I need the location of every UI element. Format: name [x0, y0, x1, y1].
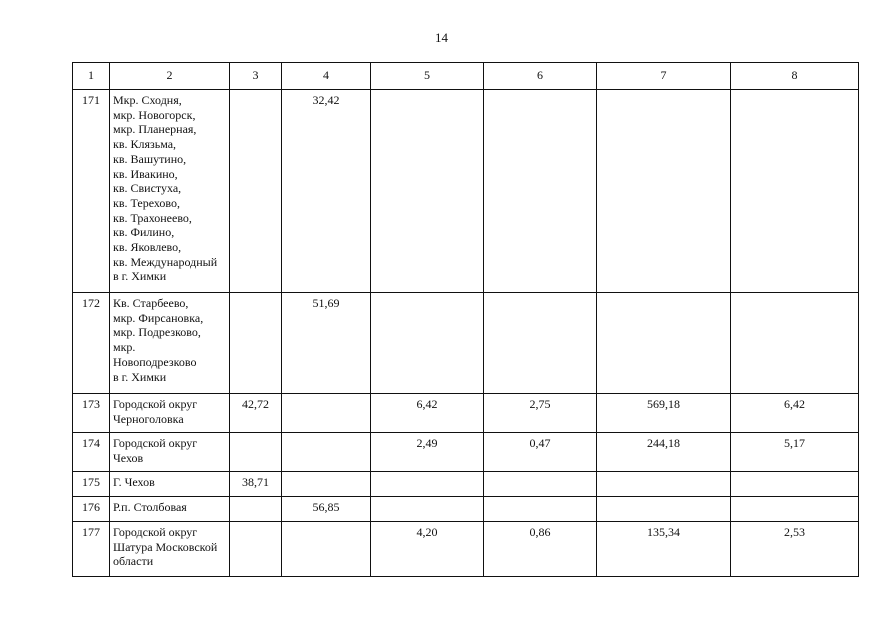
- locality-name-line: мкр.: [113, 340, 136, 355]
- value-cell-col7: [597, 90, 731, 293]
- value-cell-col7: 135,34: [597, 522, 731, 577]
- value-cell-col4: [282, 394, 371, 433]
- value-cell-col4: 32,42: [282, 90, 371, 293]
- value-cell-col4: 51,69: [282, 293, 371, 394]
- locality-name-line: Мкр. Сходня,: [113, 93, 182, 107]
- column-header: 8: [731, 63, 859, 90]
- value-cell-col5: 4,20: [371, 522, 484, 577]
- value-cell-col3: [230, 497, 282, 522]
- table-row: [73, 433, 859, 472]
- locality-name-cell: [110, 522, 230, 577]
- value-cell-col3: 38,71: [230, 472, 282, 497]
- locality-name-line: мкр. Новогорск,: [113, 107, 196, 122]
- header-row: [73, 63, 859, 90]
- locality-name-line: в г. Химки: [113, 369, 167, 384]
- table-row: [73, 293, 859, 394]
- locality-name-line: кв. Вашутино,: [113, 151, 187, 166]
- value-cell-col3: 42,72: [230, 394, 282, 433]
- locality-name-line: Городской округ: [113, 436, 198, 450]
- value-cell-col6: 2,75: [484, 394, 597, 433]
- column-header: 5: [371, 63, 484, 90]
- value-cell-col8: [731, 293, 859, 394]
- column-header: 7: [597, 63, 731, 90]
- table-row: [73, 90, 859, 293]
- column-header: 3: [230, 63, 282, 90]
- locality-name-line: мкр. Планерная,: [113, 122, 197, 137]
- value-cell-col8: 5,17: [731, 433, 859, 472]
- locality-name-line: Чехов: [113, 450, 144, 465]
- locality-name-line: кв. Филино,: [113, 225, 175, 240]
- value-cell-col4: 56,85: [282, 497, 371, 522]
- locality-name-line: мкр. Подрезково,: [113, 325, 201, 340]
- value-cell-col5: 6,42: [371, 394, 484, 433]
- value-cell-col6: 0,86: [484, 522, 597, 577]
- locality-name-line: Р.п. Столбовая: [113, 500, 187, 514]
- locality-name-line: кв. Трахонеево,: [113, 210, 192, 225]
- value-cell-col5: [371, 90, 484, 293]
- data-table: [72, 62, 859, 577]
- value-cell-col4: [282, 433, 371, 472]
- value-cell-col8: 6,42: [731, 394, 859, 433]
- row-number-cell: 171: [73, 90, 110, 293]
- value-cell-col7: [597, 497, 731, 522]
- value-cell-col7: 569,18: [597, 394, 731, 433]
- value-cell-col5: [371, 293, 484, 394]
- locality-name-cell: [110, 497, 230, 522]
- value-cell-col6: [484, 90, 597, 293]
- locality-name-line: Г. Чехов: [113, 475, 155, 489]
- value-cell-col8: [731, 90, 859, 293]
- value-cell-col6: [484, 293, 597, 394]
- value-cell-col4: [282, 472, 371, 497]
- column-header: 6: [484, 63, 597, 90]
- value-cell-col6: [484, 472, 597, 497]
- locality-name-line: кв. Международный: [113, 254, 218, 269]
- table-body: [73, 90, 859, 577]
- locality-name-line: кв. Терехово,: [113, 195, 180, 210]
- table-row: [73, 497, 859, 522]
- locality-name-line: Городской округ: [113, 525, 198, 539]
- locality-name-cell: [110, 394, 230, 433]
- column-header: 1: [73, 63, 110, 90]
- locality-name-cell: [110, 293, 230, 394]
- column-header: 4: [282, 63, 371, 90]
- locality-name-line: Городской округ: [113, 397, 198, 411]
- locality-name-line: Кв. Старбеево,: [113, 296, 189, 310]
- locality-name-line: кв. Яковлево,: [113, 240, 182, 255]
- column-header: 2: [110, 63, 230, 90]
- locality-name-line: области: [113, 554, 154, 569]
- row-number-cell: 173: [73, 394, 110, 433]
- value-cell-col6: [484, 497, 597, 522]
- value-cell-col7: 244,18: [597, 433, 731, 472]
- table-row: [73, 472, 859, 497]
- row-number-cell: 177: [73, 522, 110, 577]
- locality-name-cell: [110, 90, 230, 293]
- locality-name-line: Черноголовка: [113, 411, 184, 426]
- row-number-cell: 175: [73, 472, 110, 497]
- locality-name-line: кв. Ивакино,: [113, 166, 178, 181]
- value-cell-col5: [371, 497, 484, 522]
- locality-name-line: Шатура Московской: [113, 539, 218, 554]
- value-cell-col3: [230, 522, 282, 577]
- value-cell-col6: 0,47: [484, 433, 597, 472]
- value-cell-col8: 2,53: [731, 522, 859, 577]
- value-cell-col3: [230, 293, 282, 394]
- locality-name-cell: [110, 472, 230, 497]
- value-cell-col5: 2,49: [371, 433, 484, 472]
- locality-name-line: Новоподрезково: [113, 354, 197, 369]
- locality-name-cell: [110, 433, 230, 472]
- value-cell-col3: [230, 433, 282, 472]
- value-cell-col8: [731, 497, 859, 522]
- row-number-cell: 172: [73, 293, 110, 394]
- value-cell-col8: [731, 472, 859, 497]
- locality-name-line: кв. Клязьма,: [113, 137, 177, 152]
- value-cell-col5: [371, 472, 484, 497]
- table-row: [73, 394, 859, 433]
- page-number: 14: [435, 30, 448, 45]
- value-cell-col3: [230, 90, 282, 293]
- row-number-cell: 176: [73, 497, 110, 522]
- locality-name-line: в г. Химки: [113, 269, 167, 284]
- table-row: [73, 522, 859, 577]
- value-cell-col4: [282, 522, 371, 577]
- locality-name-line: кв. Свистуха,: [113, 181, 182, 196]
- value-cell-col7: [597, 293, 731, 394]
- locality-name-line: мкр. Фирсановка,: [113, 310, 204, 325]
- value-cell-col7: [597, 472, 731, 497]
- row-number-cell: 174: [73, 433, 110, 472]
